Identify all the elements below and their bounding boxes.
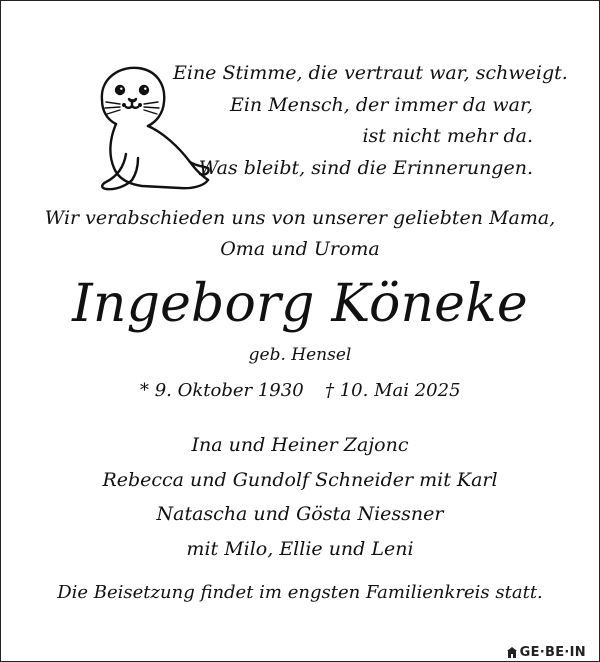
maiden-name: geb. Hensel (248, 345, 352, 365)
deceased-name: Ingeborg Köneke (72, 274, 528, 334)
intro-line: Oma und Uroma (220, 238, 380, 260)
publisher-logo-text: GE·BE·IN (519, 645, 586, 660)
poem-line: Ein Mensch, der immer da war, (229, 93, 533, 116)
intro-text (0, 203, 600, 265)
publisher-logo (507, 645, 586, 660)
poem-line: Was bleibt, sind die Erinnerungen. (198, 156, 533, 179)
seal-icon (80, 62, 215, 197)
building-icon (507, 647, 517, 658)
mourner-line: mit Milo, Ellie und Leni (186, 537, 414, 560)
poem-line: Eine Stimme, die vertraut war, schweigt. (173, 62, 568, 84)
mourners-list (0, 428, 600, 566)
mourner-line: Rebecca und Gundolf Schneider mit Karl (102, 468, 498, 491)
mourner-line: Natascha und Gösta Niessner (156, 503, 444, 525)
intro-line: Wir verabschieden uns von unserer geliebten Mama, (44, 207, 556, 229)
poem-line: ist nicht mehr da. (362, 125, 533, 147)
death-date: † 10. Mai 2025 (325, 380, 461, 401)
birth-date: * 9. Oktober 1930 (140, 380, 304, 401)
closing-note: Die Beisetzung findet im engsten Familienkreis statt. (57, 582, 543, 603)
mourner-line: Ina und Heiner Zajonc (191, 434, 409, 456)
poem (173, 58, 568, 184)
